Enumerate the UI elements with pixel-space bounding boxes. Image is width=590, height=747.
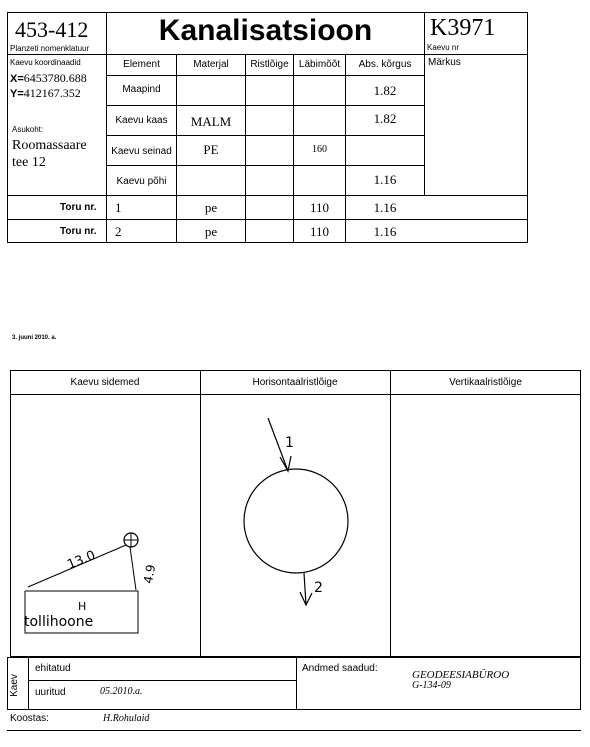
row-element: Kaevu kaas <box>115 115 168 126</box>
divider <box>424 12 425 195</box>
pipe-number: 1 <box>115 200 122 215</box>
well-id: K3971 <box>430 15 496 41</box>
pipe-material: pe <box>204 200 218 215</box>
col-header-height: Abs. kõrgus <box>358 59 412 70</box>
coords-label: Kaevu koordinaadid <box>10 58 81 67</box>
surveyed-value: 05.2010.a. <box>100 686 143 697</box>
pipe-1-label: 1 <box>285 435 294 451</box>
pipe-label: Toru nr. <box>60 202 97 213</box>
nomenclature: 453-412 <box>15 17 89 42</box>
panel-title-horizontal: Horisontaalristlõige <box>252 377 338 388</box>
coord-y-value: 412167.352 <box>23 86 81 100</box>
divider <box>28 680 296 681</box>
location-line2: tee 12 <box>12 155 46 170</box>
divider <box>7 730 581 731</box>
horizontal-section-sketch <box>200 395 390 657</box>
pipe-diameter: 110 <box>309 200 330 215</box>
col-header-section: Ristlõige <box>250 59 289 70</box>
divider <box>107 165 424 166</box>
divider <box>28 657 29 710</box>
divider <box>107 75 424 76</box>
coord-x <box>10 71 87 86</box>
row-diameter: 160 <box>312 144 327 155</box>
footer-frame <box>7 657 581 710</box>
page-title: Kanalisatsioon <box>158 14 373 47</box>
remarks-label: Märkus <box>428 57 461 68</box>
coord-x-value: 6453780.688 <box>23 71 87 85</box>
row-element: Maapind <box>122 84 161 95</box>
surveyed-label: uuritud <box>35 687 66 698</box>
nomenclature-label: Planzeti nomenklatuur <box>10 44 90 53</box>
data-source-label: Andmed saadud: <box>302 663 378 674</box>
building-name: tollihoone <box>24 614 94 630</box>
panel-title-vertical: Vertikaalristlõige <box>449 377 522 388</box>
divider <box>107 105 424 106</box>
pipe-diameter: 110 <box>309 224 330 239</box>
data-source-line2: G-134-09 <box>412 680 451 691</box>
divider <box>7 195 528 196</box>
well-circle <box>244 469 348 573</box>
tie-distance-1: 13.0 <box>65 548 98 573</box>
pipe-label: Toru nr. <box>60 226 97 237</box>
row-material: MALM <box>190 114 232 129</box>
divider <box>107 54 528 55</box>
divider <box>245 54 246 243</box>
row-height: 1.16 <box>373 172 397 187</box>
pipe-number: 2 <box>115 224 122 239</box>
date-label: 3. juuni 2010. a. <box>12 335 57 341</box>
pipe-material: pe <box>204 224 218 239</box>
col-header-diameter: Läbimõõt <box>298 59 341 70</box>
location-label: Asukoht: <box>12 125 44 134</box>
well-id-label: Kaevu nr <box>427 43 460 52</box>
coord-y <box>10 86 81 101</box>
pipe-height: 1.16 <box>373 224 397 239</box>
row-element: Kaevu seinad <box>111 146 172 157</box>
divider <box>7 219 528 220</box>
building-mark: H <box>78 600 87 613</box>
row-height: 1.82 <box>373 111 397 126</box>
compiled-label: Koostas: <box>10 713 49 724</box>
coord-x-label: X= <box>10 73 24 85</box>
divider <box>7 54 107 55</box>
divider <box>296 657 297 710</box>
panel-title-ties: Kaevu sidemed <box>70 377 140 388</box>
row-height: 1.82 <box>373 83 397 98</box>
built-label: ehitatud <box>35 663 71 674</box>
col-header-element: Element <box>123 59 160 70</box>
col-header-material: Materjal <box>193 59 229 70</box>
row-element: Kaevu põhi <box>116 176 167 187</box>
location-line1: Roomassaare <box>12 138 87 153</box>
data-source-line1: GEODEESIABÜROO <box>412 669 510 681</box>
kaev-label: Kaev <box>8 674 20 697</box>
divider <box>390 370 391 657</box>
divider <box>107 135 424 136</box>
pipe-2-label: 2 <box>314 580 323 596</box>
row-material: PE <box>203 142 219 157</box>
compiled-value: H.Rohulaid <box>103 713 150 724</box>
pipe-height: 1.16 <box>373 200 397 215</box>
tie-distance-2: 4.9 <box>140 563 159 585</box>
coord-y-label: Y= <box>10 88 24 100</box>
tie-line <box>130 547 136 590</box>
